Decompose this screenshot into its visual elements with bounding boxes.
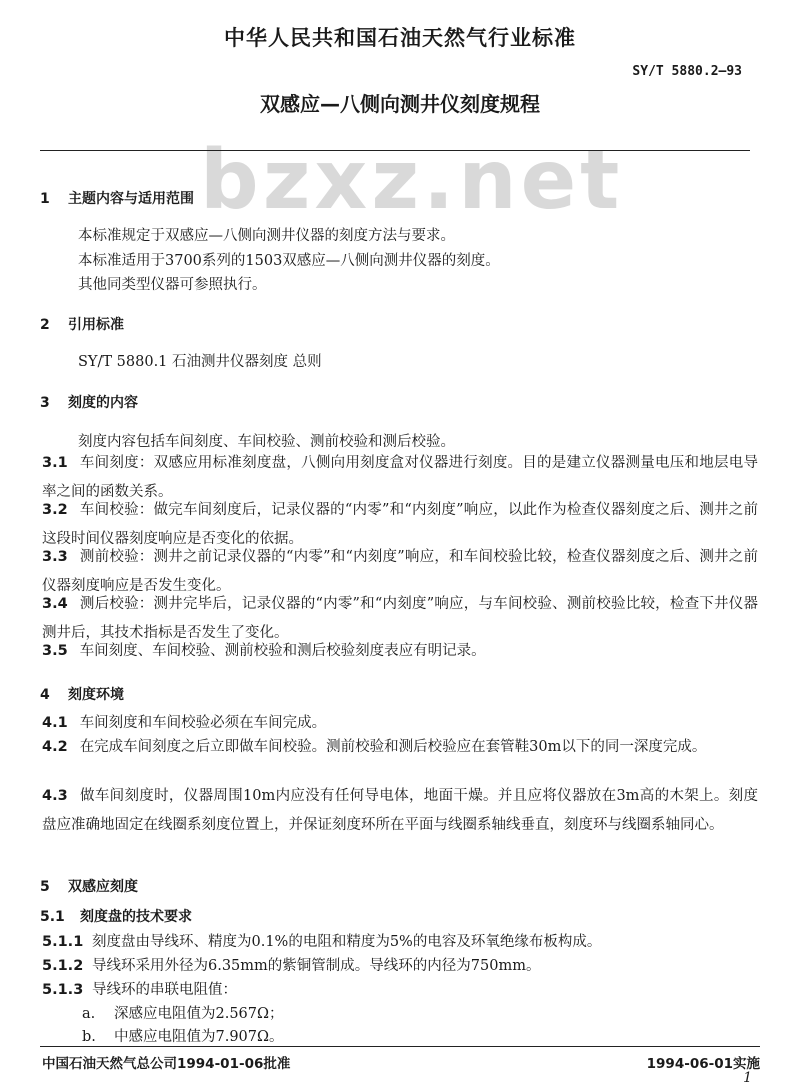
section-number: 2: [40, 317, 50, 333]
approval-note: 中国石油天然气总公司1994-01-06批准: [42, 1056, 291, 1072]
clause-4-2: [42, 733, 758, 762]
clause-text: 导线环采用外径为6.35mm的紫铜管制成。导线环的内径为750mm。: [92, 958, 541, 974]
list-text: 中感应电阻值为7.907Ω。: [114, 1029, 284, 1045]
clause-text: 车间校验：做完车间刻度后，记录仪器的“内零”和“内刻度”响应，以此作为检查仪器刻度之后、测井之前这段时间仪器刻度响应是否变化的依据。: [42, 502, 758, 547]
subsection-5-1-heading: [40, 906, 192, 926]
clause-number: 3.5: [42, 643, 68, 659]
section-4-heading: [40, 684, 124, 704]
section-title: 引用标准: [68, 317, 124, 333]
clause-number: 3.3: [42, 549, 68, 565]
watermark: bzxz.net: [200, 133, 624, 228]
standard-code: SY/T 5880.2—93: [632, 64, 742, 79]
clause-5-1-3: [42, 978, 237, 999]
clause-text: 做车间刻度时，仪器周围10m内应没有任何导电体，地面干燥。并且应将仪器放在3m高的木架上。刻度盘应准确地固定在线圈系刻度位置上，并保证刻度环所在平面与线圈系轴线垂直，刻度环与线圈系轴同心。: [42, 788, 758, 833]
paragraph: 其他同类型仪器可参照执行。: [78, 277, 267, 293]
clause-text: 在完成车间刻度之后立即做车间校验。测前校验和测后校验应在套管鞋30m以下的同一深度完成。: [79, 739, 707, 755]
section-number: 3: [40, 395, 50, 411]
header-rule: [40, 150, 750, 151]
clause-number: 3.2: [42, 502, 68, 518]
list-label: b.: [82, 1029, 96, 1045]
list-text: 深感应电阻值为2.567Ω；: [114, 1006, 284, 1022]
list-item-a: [82, 1002, 284, 1023]
referenced-standard: SY/T 5880.1 石油测井仪器刻度 总则: [78, 354, 322, 370]
section-number: 1: [40, 191, 50, 207]
paragraph: 本标准规定于双感应—八侧向测井仪器的刻度方法与要求。: [78, 228, 455, 244]
clause-number: 5.1.1: [42, 934, 84, 950]
clause-text: 车间刻度、车间校验、测前校验和测后校验刻度表应有明记录。: [79, 643, 486, 659]
clause-number: 4.2: [42, 739, 68, 755]
section-number: 5: [40, 879, 50, 895]
standard-header-title: 中华人民共和国石油天然气行业标准: [224, 26, 576, 50]
section-title: 双感应刻度: [68, 879, 138, 895]
effective-date: 1994-06-01实施: [646, 1056, 760, 1072]
clause-5-1-2: [42, 954, 540, 975]
clause-5-1-1: [42, 930, 601, 951]
document-title: 双感应—八侧向测井仪刻度规程: [260, 92, 540, 116]
paragraph: 本标准适用于3700系列的1503双感应—八侧向测井仪器的刻度。: [78, 253, 500, 269]
section-title: 刻度的内容: [68, 395, 138, 411]
section-title: 主题内容与适用范围: [68, 191, 194, 207]
section-number: 4: [40, 687, 50, 703]
section-5-heading: [40, 876, 138, 896]
clause-number: 3.1: [42, 455, 68, 471]
page-number: 1: [743, 1070, 752, 1086]
clause-4-3: [42, 782, 758, 840]
clause-number: 4.1: [42, 715, 68, 731]
subsection-number: 5.1: [40, 909, 65, 925]
clause-text: 刻度盘由导线环、精度为0.1%的电阻和精度为5%的电容及环氧绝缘布板构成。: [92, 934, 602, 950]
clause-text: 导线环的串联电阻值：: [92, 982, 237, 998]
list-item-b: [82, 1025, 284, 1046]
clause-3-5: [42, 637, 758, 666]
section-2-heading: [40, 314, 124, 334]
section-3-heading: [40, 392, 138, 412]
footer-rule: [40, 1046, 760, 1047]
clause-text: 车间刻度：双感应用标准刻度盘，八侧向用刻度盒对仪器进行刻度。目的是建立仪器测量电压和地层电导率之间的函数关系。: [42, 455, 758, 500]
list-label: a.: [82, 1006, 96, 1022]
clause-text: 测后校验：测井完毕后，记录仪器的“内零”和“内刻度”响应，与车间校验、测前校验比较，检查下井仪器测井后，其技术指标是否发生了变化。: [42, 596, 758, 641]
clause-number: 4.3: [42, 788, 68, 804]
paragraph: 刻度内容包括车间刻度、车间校验、测前校验和测后校验。: [78, 434, 455, 450]
clause-text: 车间刻度和车间校验必须在车间完成。: [79, 715, 327, 731]
clause-number: 5.1.2: [42, 958, 84, 974]
section-title: 刻度环境: [68, 687, 124, 703]
clause-number: 5.1.3: [42, 982, 84, 998]
subsection-title: 刻度盘的技术要求: [80, 909, 192, 925]
section-1-heading: [40, 188, 194, 208]
clause-number: 3.4: [42, 596, 68, 612]
clause-text: 测前校验：测井之前记录仪器的“内零”和“内刻度”响应，和车间校验比较，检查仪器刻度之后、测井之前仪器刻度响应是否发生变化。: [42, 549, 758, 594]
